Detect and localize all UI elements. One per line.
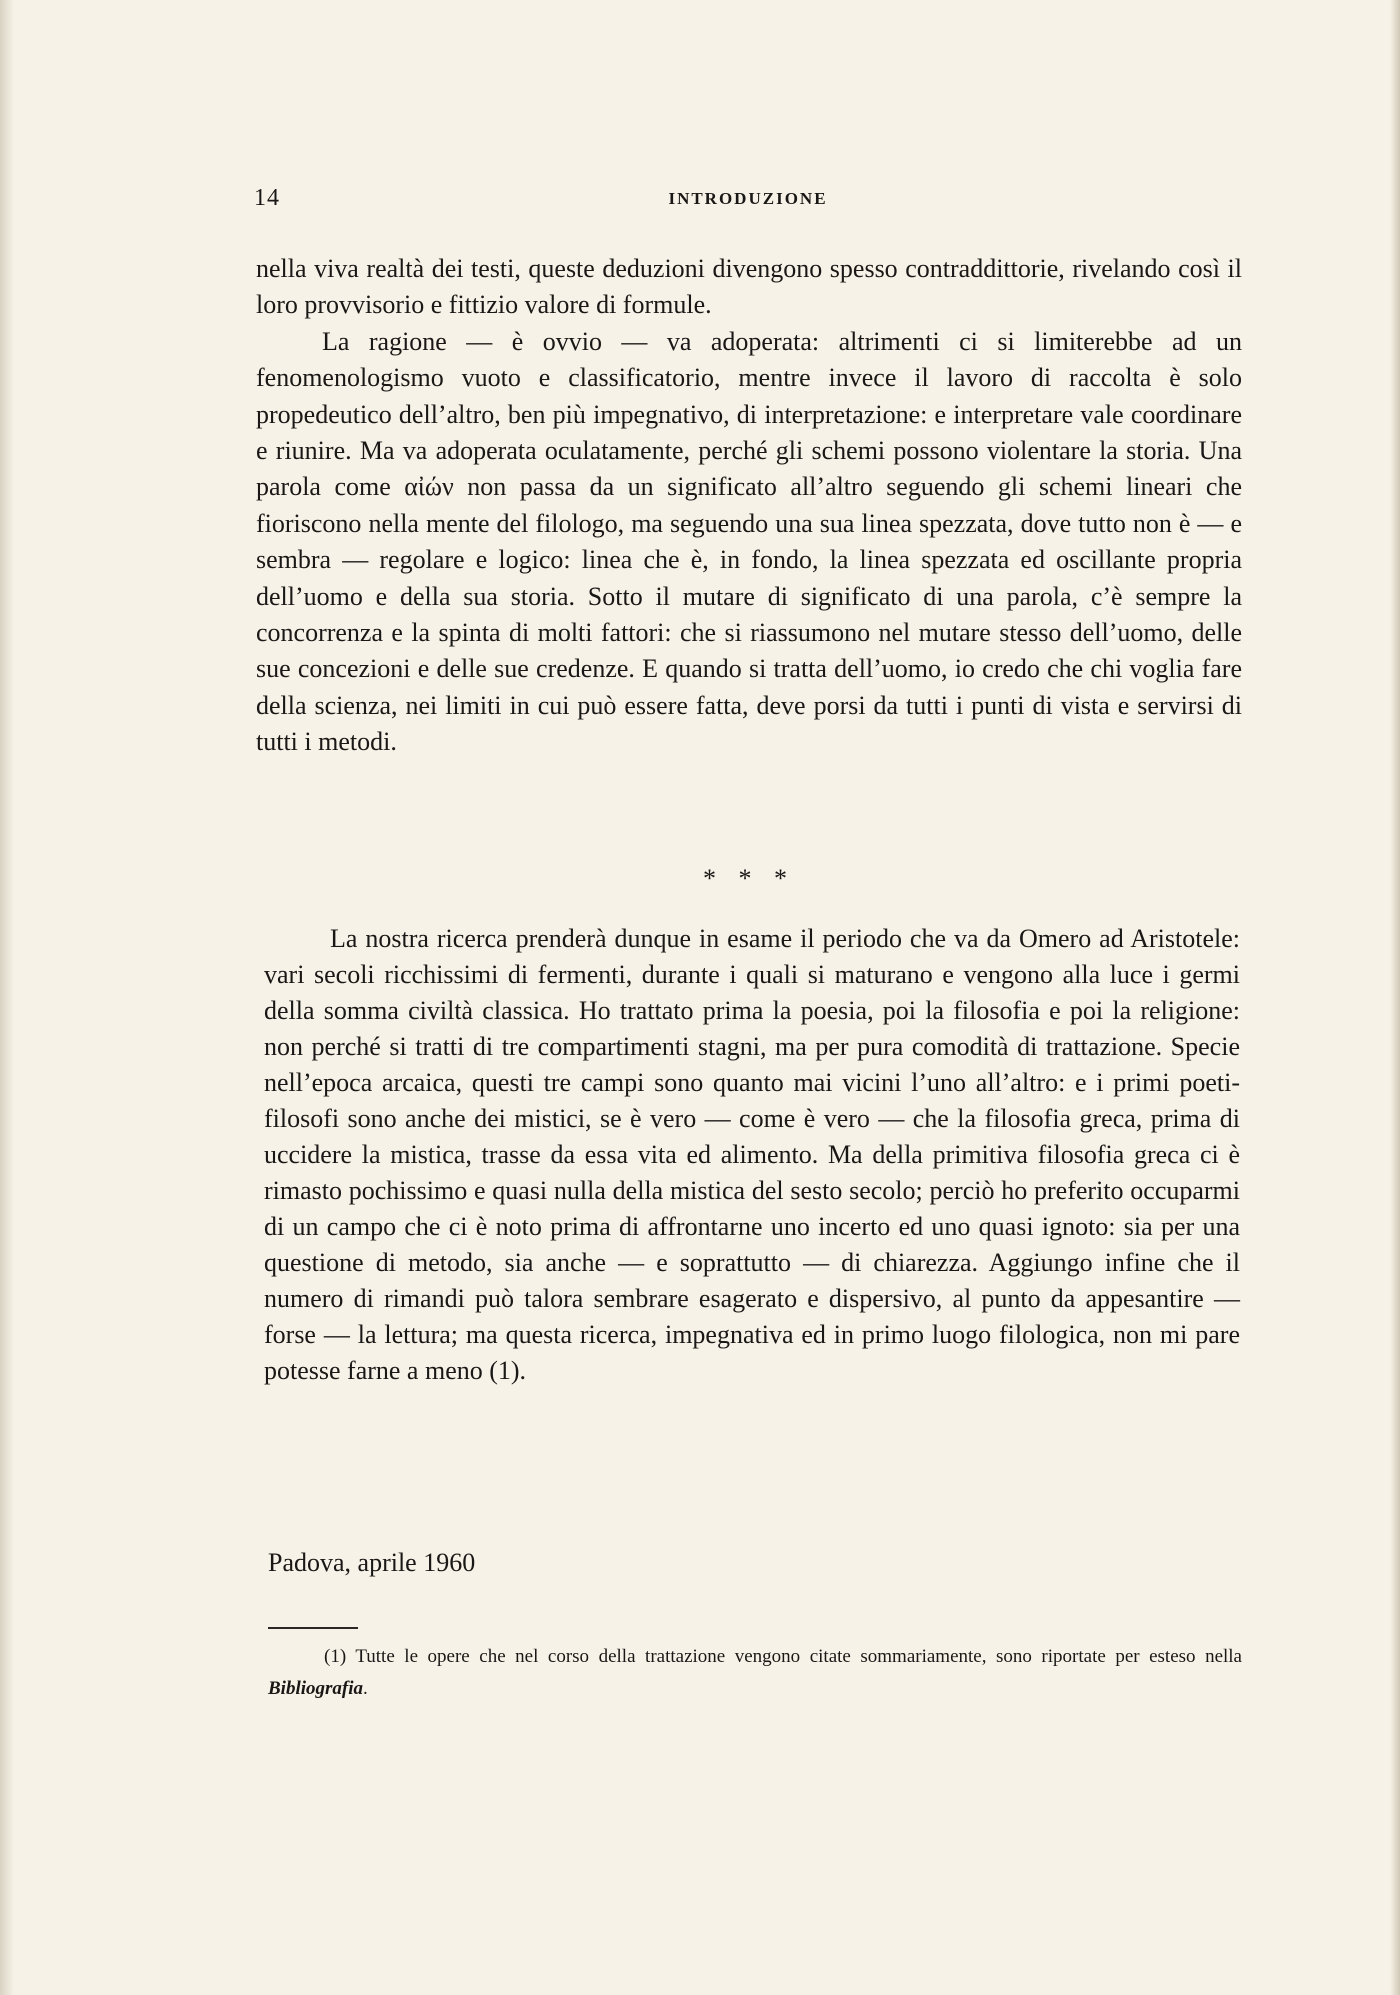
body-section-1 [256,251,1242,761]
place-date-signature: Padova, aprile 1960 [268,1548,476,1577]
page-edge-shadow [1390,0,1400,1995]
page-number: 14 [254,185,280,211]
running-head [254,183,1242,223]
paragraph: La nostra ricerca prenderà dunque in esame il periodo che va da Omero ad Aristotele: vari secoli ricchissimi di fermenti, durante i quali si maturano e vengono alla luce i germi della somma civiltà classica. Ho trattato prima la poesia, poi la filosofia e poi la religione: non perché si tratti di tre compartimenti stagni, ma per pura comodità di trattazione. Specie nell’epoca arcaica, questi tre campi sono quanto mai vicini l’uno all’altro: e i primi poeti-filosofi sono anche dei mistici, se è vero — come è vero — che la filosofia greca, prima di uccidere la mistica, trasse da essa vita ed alimento. Ma della primitiva filosofia greca ci è rimasto pochissimo e quasi nulla della mistica del sesto secolo; perciò ho preferito occuparmi di un campo che ci è noto prima di affrontarne uno incerto ed uno quasi ignoto: sia per una questione di metodo, sia anche — e soprattutto — di chiarezza. Aggiungo infine che il numero di rimandi può talora sembrare esagerato e dispersivo, al punto da appesantire — forse — la lettura; ma questa ricerca, impegnativa ed in primo luogo filologica, non mi pare potesse farne a meno (1). [264,924,1240,1385]
page-edge-shadow [0,0,14,1995]
footnote-text [268,1641,1242,1705]
footnote-text-end: . [363,1678,368,1699]
paragraph: La ragione — è ovvio — va adoperata: altrimenti ci si limiterebbe ad un fenomenologismo vuoto e classificatorio, mentre invece il lavoro di raccolta è solo propedeutico dell’altro, ben più impegnativo, di interpretazione: e interpretare vale coordinare e riunire. Ma va adoperata oculatamente, perché gli schemi possono violentare la storia. Una parola come αἰών non passa da un significato all’altro seguendo gli schemi lineari che fioriscono nella mente del filologo, ma seguendo una sua linea spezzata, dove tutto non è — e sembra — regolare e logico: linea che è, in fondo, la linea spezzata ed oscillante propria dell’uomo e della sua storia. Sotto il mutare di significato di una parola, c’è sempre la concorrenza e la spinta di molti fattori: che si riassumono nel mutare stesso dell’uomo, delle sue concezioni e delle sue credenze. E quando si tratta dell’uomo, io credo che chi voglia fare della scienza, nei limiti in cui può essere fatta, deve porsi da tutti i punti di vista e servirsi di tutti i metodi. [256,326,1242,757]
running-title: INTRODUZIONE [668,189,828,208]
footnote-rule [268,1627,358,1629]
section-separator: * * * [703,864,795,893]
footnote [268,1641,1242,1705]
footnote-italic-title: Bibliografia [268,1678,364,1699]
body-section-2 [264,921,1240,1389]
paragraph-continued: nella viva realtà dei testi, queste deduzioni divengono spesso contraddittorie, rivelando così il loro provvisorio e fittizio valore di formule. [256,254,1242,320]
footnote-text-main: (1) Tutte le opere che nel corso della trattazione vengono citate sommariamente, sono riportate per esteso nella [324,1646,1242,1667]
